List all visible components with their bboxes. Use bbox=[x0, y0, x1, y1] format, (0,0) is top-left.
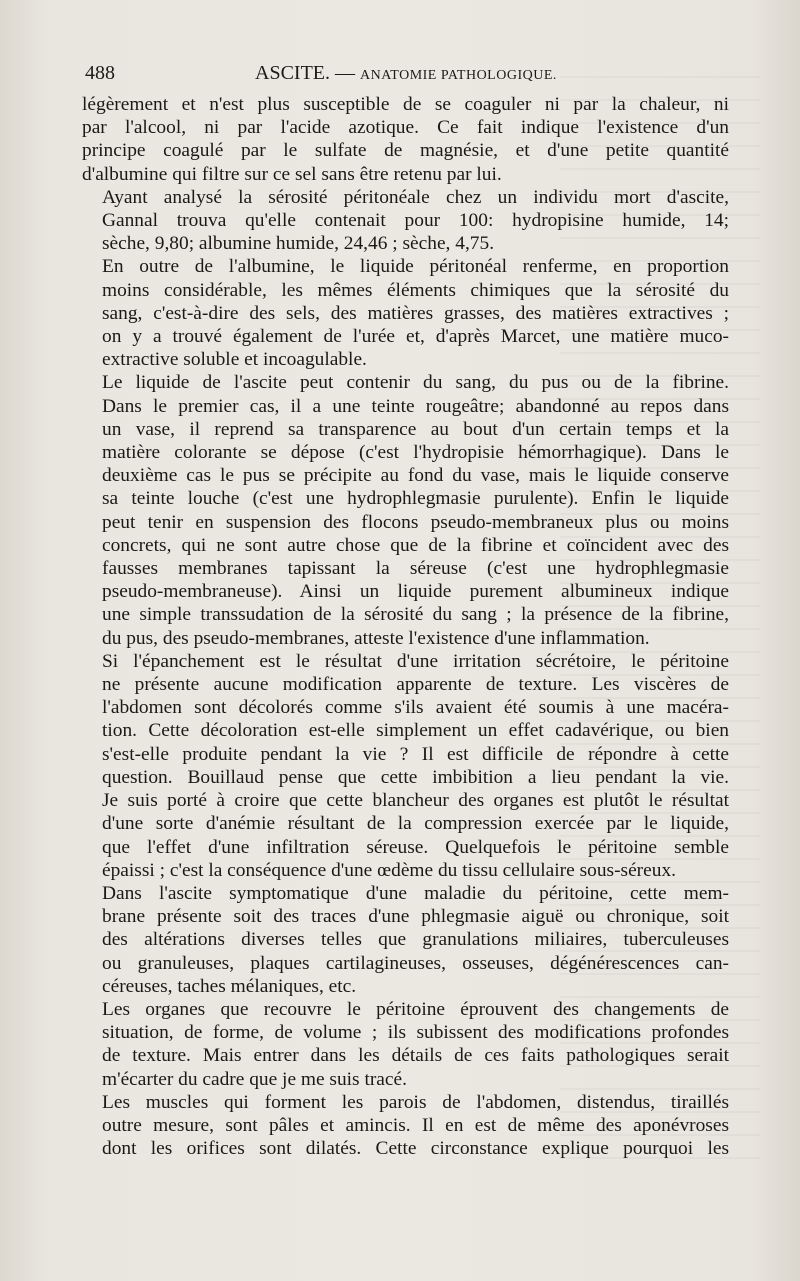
paragraph bbox=[82, 186, 729, 256]
running-head-subtitle: ANATOMIE PATHOLOGIQUE. bbox=[360, 68, 557, 83]
text-line: légèrement et n'est plus susceptible de se coaguler ni par la chaleur, ni bbox=[82, 94, 729, 115]
text-line: l'abdomen sont décolorés comme s'ils avaient été soumis à une macéra- bbox=[102, 697, 729, 719]
text-line: fausses membranes tapissant la séreuse (c'est une hydrophlegmasie bbox=[102, 558, 729, 580]
text-line: Les muscles qui forment les parois de l'abdomen, distendus, tiraillés bbox=[102, 1091, 729, 1113]
text-line: par l'alcool, ni par l'acide azotique. Ce fait indique l'existence d'un bbox=[82, 117, 729, 139]
text-line: de texture. Mais entrer dans les détails de ces faits pathologiques serait bbox=[102, 1045, 729, 1067]
text-line: principe coagulé par le sulfate de magnésie, et d'une petite quantité bbox=[82, 140, 729, 162]
text-line: sang, c'est-à-dire des sels, des matières grasses, des matières extractives ; bbox=[102, 302, 729, 324]
text-line: du pus, des pseudo-membranes, atteste l'existence d'une inflammation. bbox=[102, 627, 650, 649]
paragraph bbox=[82, 650, 729, 882]
text-line: sèche, 9,80; albumine humide, 24,46 ; sèche, 4,75. bbox=[102, 233, 495, 255]
page-number: 488 bbox=[85, 62, 115, 84]
paragraph bbox=[82, 371, 729, 649]
text-line: dont les orifices sont dilatés. Cette circonstance explique pourquoi les bbox=[102, 1138, 729, 1160]
text-line: moins considérable, les mêmes éléments chimiques que la sérosité du bbox=[102, 279, 729, 301]
paragraph bbox=[82, 93, 729, 186]
text-line: En outre de l'albumine, le liquide péritonéal renferme, en proportion bbox=[102, 256, 729, 278]
page-header bbox=[85, 62, 725, 92]
text-line: sa teinte louche (c'est une hydrophlegmasie purulente). Enfin le liquide bbox=[102, 488, 729, 510]
text-line: Les organes que recouvre le péritoine éprouvent des changements de bbox=[102, 998, 729, 1020]
running-head-separator: — bbox=[335, 62, 355, 84]
text-line: extractive soluble et incoagulable. bbox=[102, 349, 367, 371]
running-head bbox=[255, 62, 557, 85]
text-line: Je suis porté à croire que cette blancheur des organes est plutôt le résultat bbox=[102, 790, 729, 812]
text-line: d'une sorte d'anémie résultant de la compression exercée par le liquide, bbox=[102, 813, 729, 835]
text-line: des altérations diverses telles que granulations miliaires, tuberculeuses bbox=[102, 929, 729, 951]
running-head-title: ASCITE. bbox=[255, 62, 330, 84]
text-line: un vase, il reprend sa transparence au bout d'un certain temps et la bbox=[102, 418, 729, 440]
text-line: Le liquide de l'ascite peut contenir du sang, du pus ou de la fibrine. bbox=[102, 372, 729, 394]
text-line: outre mesure, sont pâles et amincis. Il en est de même des aponévroses bbox=[102, 1114, 729, 1136]
text-line: situation, de forme, de volume ; ils subissent des modifications profondes bbox=[102, 1022, 729, 1044]
paragraph bbox=[82, 882, 729, 998]
paragraph bbox=[82, 255, 729, 371]
text-line: brane présente soit des traces d'une phlegmasie aiguë ou chronique, soit bbox=[102, 906, 729, 928]
text-line: une simple transsudation de la sérosité du sang ; la présence de la fibrine, bbox=[102, 604, 729, 626]
text-line: Si l'épanchement est le résultat d'une irritation sécrétoire, le péritoine bbox=[102, 650, 729, 672]
text-line: ne présente aucune modification apparente de texture. Les viscères de bbox=[102, 674, 729, 696]
text-line: céreuses, taches mélaniques, etc. bbox=[102, 975, 357, 997]
text-line: Dans l'ascite symptomatique d'une maladie du péritoine, cette mem- bbox=[102, 882, 729, 904]
text-line: ou granuleuses, plaques cartilagineuses, osseuses, dégénérescences can- bbox=[102, 952, 729, 974]
text-line: matière colorante se dépose (c'est l'hydropisie hémorrhagique). Dans le bbox=[102, 442, 729, 464]
text-line: Ayant analysé la sérosité péritonéale chez un individu mort d'ascite, bbox=[102, 186, 729, 208]
text-line: m'écarter du cadre que je me suis tracé. bbox=[102, 1068, 407, 1090]
text-line: on y a trouvé également de l'urée et, d'après Marcet, une matière muco- bbox=[102, 326, 729, 348]
text-line: que l'effet d'une infiltration séreuse. Quelquefois le péritoine semble bbox=[102, 836, 729, 858]
text-line: pseudo-membraneuse). Ainsi un liquide purement albumineux indique bbox=[102, 581, 729, 603]
paragraph bbox=[82, 998, 729, 1091]
paragraph bbox=[82, 1091, 729, 1161]
text-line: épaissi ; c'est la conséquence d'une œdème du tissu cellulaire sous-séreux. bbox=[102, 859, 676, 881]
text-line: s'est-elle produite pendant la vie ? Il est difficile de répondre à cette bbox=[102, 743, 729, 765]
text-line: tion. Cette décoloration est-elle simplement un effet cadavérique, ou bien bbox=[102, 720, 729, 742]
text-line: question. Bouillaud pense que cette imbibition a lieu pendant la vie. bbox=[102, 766, 729, 788]
text-line: Gannal trouva qu'elle contenait pour 100: hydropisine humide, 14; bbox=[102, 210, 729, 232]
text-line: deuxième cas le pus se précipite au fond du vase, mais le liquide conserve bbox=[102, 465, 729, 487]
text-line: peut tenir en suspension des flocons pseudo-membraneux plus ou moins bbox=[102, 511, 729, 533]
text-line: d'albumine qui filtre sur ce sel sans être retenu par lui. bbox=[82, 163, 502, 185]
body-text bbox=[82, 93, 729, 1160]
text-line: Dans le premier cas, il a une teinte rougeâtre; abandonné au repos dans bbox=[102, 395, 729, 417]
text-line: concrets, qui ne sont autre chose que de la fibrine et coïncident avec des bbox=[102, 534, 729, 556]
